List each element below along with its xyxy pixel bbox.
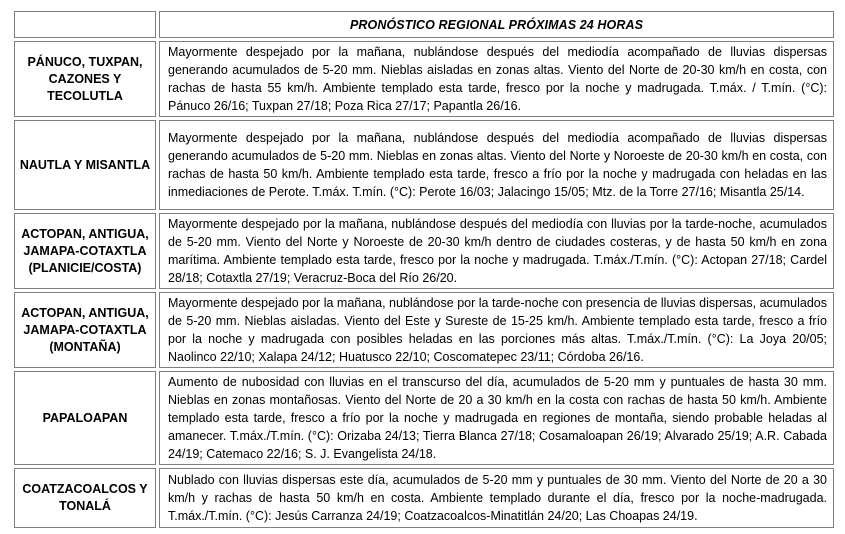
regional-forecast-table: [11, 8, 837, 531]
header-blank-cell: [14, 11, 156, 38]
region-name: PAPALOAPAN: [14, 371, 156, 465]
region-name: COATZACOALCOS Y TONALÁ: [14, 468, 156, 528]
table-title: PRONÓSTICO REGIONAL PRÓXIMAS 24 HORAS: [159, 11, 834, 38]
forecast-text: Nublado con lluvias dispersas este día, acumulados de 5-20 mm y puntuales de 30 mm. Viento del Norte de 20 a 30 km/h y rachas de hasta 50 km/h en costa. Ambiente templado durante el día, fresco por la noche-madrugada. T.máx./T.mín. (°C): Jesús Carranza 24/19; Coatzacoalcos-Minatitlán 24/20; Las Choapas 24/19.: [159, 468, 834, 528]
forecast-text: Aumento de nubosidad con lluvias en el transcurso del día, acumulados de 5-20 mm y puntuales de hasta 30 mm. Nieblas en zonas montañosas. Viento del Norte de 20 a 30 km/h en la costa con rachas de hasta 50 km/h. Ambiente templado esta tarde, fresco a frío por la noche y madrugada en regiones de montaña, siendo probable heladas al amanecer. T.máx./T.mín. (°C): Orizaba 24/13; Tierra Blanca 27/18; Cosamaloapan 26/19; Alvarado 25/19; A.R. Cabada 24/19; Catemaco 22/16; S. J. Evangelista 24/18.: [159, 371, 834, 465]
forecast-text: Mayormente despejado por la mañana, nublándose después del mediodía con lluvias por la tarde-noche, acumulados de 5-20 mm. Viento del Norte y Noroeste de 20-30 km/h dentro de ciudades costeras, y de hasta 50 km/h en zona marítima. Ambiente templado esta tarde, fresco por la noche y madrugada. T.máx./T.mín. (°C): Actopan 27/18; Cardel 28/18; Cotaxtla 27/19; Veracruz-Boca del Río 26/20.: [159, 213, 834, 289]
region-name: ACTOPAN, ANTIGUA, JAMAPA-COTAXTLA (PLANICIE/COSTA): [14, 213, 156, 289]
region-name: PÁNUCO, TUXPAN, CAZONES Y TECOLUTLA: [14, 41, 156, 117]
table-row: [14, 41, 834, 117]
forecast-text: Mayormente despejado por la mañana, nublándose después del mediodía acompañado de lluvias dispersas generando acumulados de 5-20 mm. Nieblas aisladas en zonas altas. Viento del Norte de 20-30 km/h en costa, con rachas de hasta 55 km/h. Ambiente templado esta tarde, fresco por la noche y madrugada. T.máx. / T.mín. (°C): Pánuco 26/16; Tuxpan 27/18; Poza Rica 27/17; Papantla 26/16.: [159, 41, 834, 117]
forecast-text: Mayormente despejado por la mañana, nublándose después del mediodía acompañado de lluvias dispersas generando acumulados de 5-20 mm. Nieblas en zonas altas. Viento del Norte y Noroeste de 20-30 km/h en costa, con rachas de hasta 50 km/h. Ambiente templado esta tarde, fresco a frío por la noche y madrugada con heladas en las inmediaciones de Perote. T.máx. T.mín. (°C): Perote 16/03; Jalacingo 15/05; Mtz. de la Torre 27/16; Misantla 25/14.: [159, 120, 834, 210]
table-row: [14, 120, 834, 210]
header-row: [14, 11, 834, 38]
forecast-text: Mayormente despejado por la mañana, nublándose por la tarde-noche con presencia de lluvias dispersas, acumulados de 5-20 mm. Nieblas aisladas. Viento del Este y Sureste de 15-25 km/h. Ambiente templado esta tarde, fresco a frío por la noche y madrugada con posibles heladas en las porciones más altas. T.máx./T.mín. (°C): La Joya 20/05; Naolinco 22/10; Xalapa 24/12; Huatusco 22/10; Coscomatepec 23/11; Córdoba 26/16.: [159, 292, 834, 368]
region-name: NAUTLA Y MISANTLA: [14, 120, 156, 210]
table-row: [14, 213, 834, 289]
table-row: [14, 468, 834, 528]
table-row: [14, 292, 834, 368]
region-name: ACTOPAN, ANTIGUA, JAMAPA-COTAXTLA (MONTAÑA): [14, 292, 156, 368]
table-row: [14, 371, 834, 465]
